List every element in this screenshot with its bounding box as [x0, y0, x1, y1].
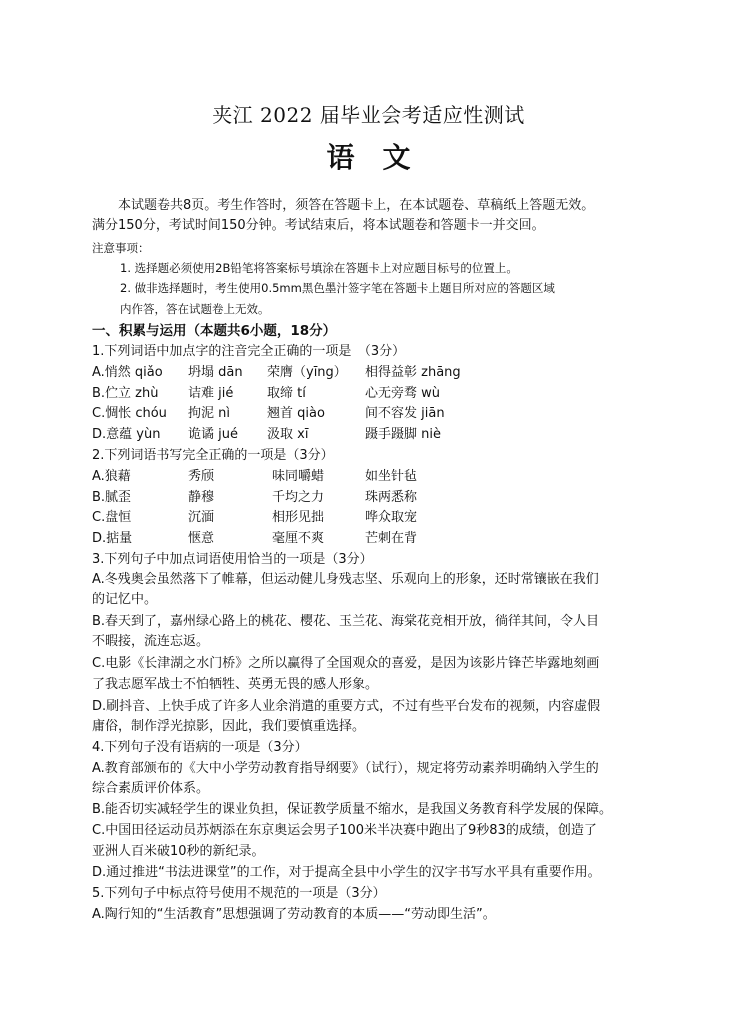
question-3-option-c-cont: 了我志愿军战士不怕牺牲、英勇无畏的感人形象。 — [92, 677, 379, 692]
question-2-option-b-item-1: B.腻歪 — [92, 489, 132, 505]
question-1-option-b-item-3: 取缔 tí — [267, 385, 306, 401]
question-1-option-d-item-3: 汲取 xī — [267, 427, 309, 443]
question-2-option-b-item-3: 千均之力 — [272, 489, 325, 505]
question-1-option-a-item-2: 坍塌 dān — [188, 365, 243, 380]
question-2-option-d-item-1: D.掂量 — [92, 531, 133, 547]
question-2-option-c-item-1: C.盘恒 — [92, 510, 132, 526]
question-3-option-a-cont: 的记忆中。 — [92, 592, 158, 607]
section-heading: 一、积累与运用（本题共6小题，18分） — [92, 323, 337, 339]
notice-item-2: 2. 做非选择题时，考生使用0.5mm黑色墨汁签字笔在答题卡上题目所对应的答题区域 — [120, 281, 555, 295]
notice-item-1: 1. 选择题必须使用2B铅笔将答案标号填涂在答题卡上对应题目标号的位置上。 — [120, 261, 518, 275]
notice-heading: 注意事项： — [92, 241, 150, 255]
question-4-option-d: D.通过推进“书法进课堂”的工作，对于提高全县中小学生的汉字书写水平具有重要作用。 — [92, 865, 601, 880]
question-3-option-b: B.春天到了，嘉州绿心路上的桃花、樱花、玉兰花、海棠花竞相开放，徜徉其间，令人目 — [92, 614, 600, 629]
question-1-option-a-item-4: 相得益彰 zhāng — [365, 365, 461, 380]
question-2-option-d-item-2: 惬意 — [188, 531, 215, 547]
question-5-stem: 5.下列句子中标点符号使用不规范的一项是（3分） — [92, 886, 386, 901]
question-1-option-d-item-1: D.意蕴 yùn — [92, 427, 161, 443]
question-2-stem: 2.下列词语书写完全正确的一项是（3分） — [92, 448, 334, 463]
question-1-option-b-item-1: B.伫立 zhù — [92, 385, 159, 401]
question-1-option-d-item-4: 蹑手蹑脚 niè — [365, 427, 441, 443]
question-1-option-c-item-1: C.惆怅 chóu — [92, 406, 167, 422]
question-3-option-b-cont: 不暇接，流连忘返。 — [92, 634, 210, 649]
question-2-option-b-item-4: 珠两悉称 — [365, 489, 418, 505]
subject-title: 语 文 — [326, 141, 411, 174]
question-1-option-c-item-3: 翘首 qiào — [267, 406, 325, 422]
question-3-stem: 3.下列句子中加点词语使用恰当的一项是（3分） — [92, 552, 373, 567]
question-5-option-a: A.陶行知的“生活教育”思想强调了劳动教育的本质——“劳动即生活”。 — [92, 907, 496, 922]
question-3-option-d-cont: 庸俗，制作浮光掠影，因此，我们要慎重选择。 — [92, 719, 366, 734]
question-2-option-d-item-3: 毫厘不爽 — [272, 531, 325, 547]
question-2-option-a-item-1: A.狼藉 — [92, 469, 131, 484]
question-1-option-d-item-2: 诡谲 jué — [188, 427, 238, 443]
question-2-option-a-item-2: 秀颀 — [188, 469, 215, 484]
intro-line-1: 本试题卷共8页。考生作答时，须答在答题卡上，在本试题卷、草稿纸上答题无效。 — [118, 198, 595, 213]
question-2-option-a-item-4: 如坐针毡 — [365, 469, 418, 484]
question-2-option-c-item-3: 相形见拙 — [272, 510, 325, 526]
intro-line-2: 满分150分，考试时间150分钟。考试结束后，将本试题卷和答题卡一并交回。 — [92, 218, 545, 233]
question-1-option-b-item-2: 诘难 jié — [188, 385, 234, 401]
question-1-option-c-item-4: 间不容发 jiān — [365, 406, 445, 422]
question-2-option-b-item-2: 静穆 — [188, 489, 215, 505]
question-1-stem: 1.下列词语中加点字的注音完全正确的一项是 （3分） — [92, 344, 406, 359]
question-3-option-a: A.冬残奥会虽然落下了帷幕，但运动健儿身残志坚、乐观向上的形象，还时常镶嵌在我们 — [92, 572, 599, 587]
question-4-option-a: A.教育部颁布的《大中小学劳动教育指导纲要》（试行），规定将劳动素养明确纳入学生的 — [92, 761, 599, 776]
question-3-option-c: C.电影《长津湖之水门桥》之所以赢得了全国观众的喜爱，是因为该影片锋芒毕露地刻画 — [92, 656, 600, 671]
question-4-option-b: B.能否切实减轻学生的课业负担，保证教学质量不缩水，是我国义务教育科学发展的保障。 — [92, 802, 613, 817]
question-4-stem: 4.下列句子没有语病的一项是（3分） — [92, 740, 308, 755]
notice-item-2-cont: 内作答，答在试题卷上无效。 — [120, 302, 270, 316]
exam-title: 夹江 2022 届毕业会考适应性测试 — [212, 103, 525, 127]
question-2-option-c-item-4: 哗众取宠 — [365, 510, 418, 526]
question-3-option-d: D.刷抖音、上快手成了许多人业余消遣的重要方式，不过有些平台发布的视频，内容虚假 — [92, 699, 601, 714]
question-2-option-c-item-2: 沉湎 — [188, 510, 215, 526]
question-4-option-c: C.中国田径运动员苏炳添在东京奥运会男子100米半决赛中跑出了9秒83的成绩，创造了 — [92, 823, 597, 838]
question-2-option-a-item-3: 味同嚼蜡 — [272, 469, 325, 484]
question-1-option-b-item-4: 心无旁骛 wù — [365, 385, 441, 401]
question-1-option-a-item-3: 荣膺（yīng） — [267, 365, 347, 380]
question-4-option-a-cont: 综合素质评价体系。 — [92, 781, 210, 796]
question-1-option-a-item-1: A.悄然 qiǎo — [92, 365, 163, 380]
question-1-option-c-item-2: 拘泥 nì — [188, 406, 230, 422]
question-2-option-d-item-4: 芒刺在背 — [365, 531, 418, 547]
question-4-option-c-cont: 亚洲人百米破10秒的新纪录。 — [92, 844, 265, 859]
